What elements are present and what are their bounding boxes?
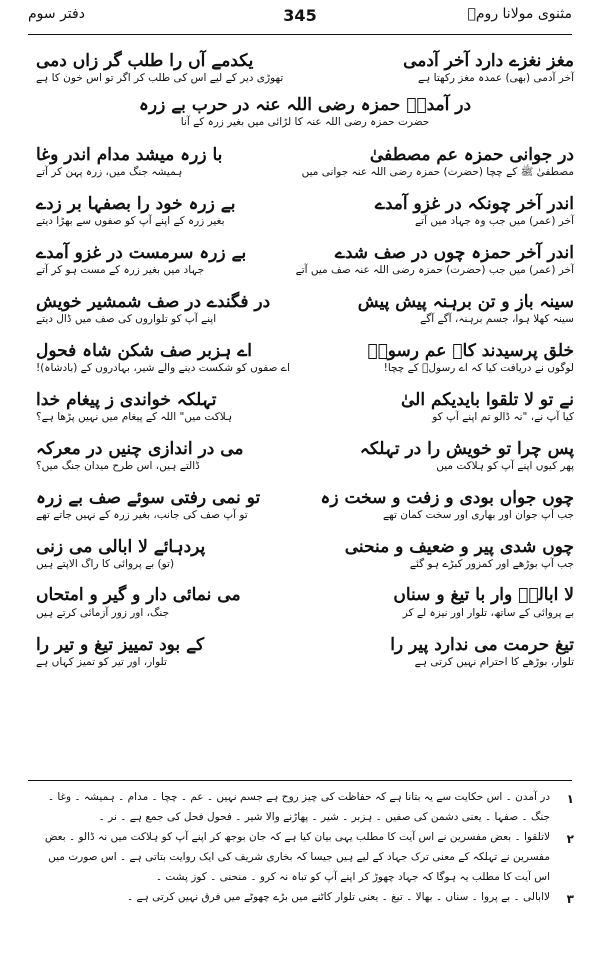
footnote-number: ۱ xyxy=(566,792,574,806)
hemistich-left: پردہائے لا ابالی می زنی xyxy=(36,537,206,557)
book-title: مثنوی مولانا رومؒ xyxy=(467,6,572,22)
hemistich-right: آخر آدمی (بھی) عمدہ مغز رکھتا ہے xyxy=(418,72,574,84)
verse-line xyxy=(36,585,574,605)
hemistich-left: با زرہ میشد مدام اندر وغا xyxy=(36,145,223,165)
translation-line xyxy=(36,166,574,181)
hemistich-right: آخر (عمر) میں جب وہ جہاد میں آتے xyxy=(415,215,574,227)
translation-line xyxy=(36,215,574,227)
footnote-text: لاتلقوا ۔ بعض مفسرین نے اس آیت کا مطلب یہی بیان کیا ہے کہ جان بوجھ کر اپنے آپ کو ہلاکت میں نہ ڈالو ۔ بعض مفسرین نے تہلکہ کے معنی ترک جہاد کے لیے ہیں جیسا کہ بخاری شریف کی ایک روایت بتاتی ہے ۔ اس صورت میں اس آیت کا مطلب یہ ہوگا کہ جہاد چھوڑ کر اپنے آپ کو تباہ نہ کرو ۔ منحنی ۔ کوز پشت ۔ xyxy=(44,830,550,883)
hemistich-left: تو آپ صف کی جانب، بغیر زرہ کے نہیں جاتے تھے xyxy=(36,509,248,521)
hemistich-right: سینہ باز و تن برہنہ پیش پیش xyxy=(357,292,574,312)
translation-line xyxy=(36,72,574,84)
translation-line xyxy=(36,607,574,619)
hemistich-right: چوں جواں بودی و زفت و سخت زہ xyxy=(320,488,574,508)
footnote xyxy=(30,888,574,908)
verse-line xyxy=(36,242,574,263)
hemistich-right: تیغ حرمت می ندارد پیر را xyxy=(390,635,574,655)
footnote-number: ۲ xyxy=(566,831,574,846)
hemistich-left: می نمائی دار و گیر و امتحاں xyxy=(36,585,241,605)
verse-line xyxy=(36,94,574,115)
translation-line xyxy=(36,509,574,521)
hemistich-left: ہمیشہ جنگ میں، زرہ پہن کر آتے xyxy=(36,166,183,178)
verse-line xyxy=(36,340,574,361)
hemistich-right: مصطفیٰ ﷺ کے چچا (حضرت) حمزہ رضی اللہ عنہ جوانی میں xyxy=(301,166,574,178)
hemistich-left: بے زرہ سرمست در غزو آمدے xyxy=(36,243,247,263)
verse-line xyxy=(36,487,574,508)
hemistich-right: آخر (عمر) میں جب (حضرت) حمزہ رضی اللہ عنہ صف میں آتے xyxy=(295,264,574,276)
hemistich-left: کے بود تمییز تیغ و تیر را xyxy=(36,635,205,655)
verse-line xyxy=(36,389,574,410)
footnote xyxy=(30,788,574,828)
verse-line xyxy=(36,536,574,557)
hemistich-right: لوگوں نے دریافت کیا کہ اے رسولؐ کے چچا! xyxy=(383,362,574,374)
footnote-rule xyxy=(28,780,572,781)
hemistich-right: پس چرا تو خویش را در تہلکہ xyxy=(359,439,574,459)
translation-line xyxy=(36,313,574,325)
hemistich-right: کیا آپ نے، "نہ ڈالو تم اپنے آپ کو xyxy=(432,411,574,423)
hemistich-left: تو نمی رفتی سوئے صف بے زرہ xyxy=(36,488,261,508)
translation-line xyxy=(36,362,574,374)
heading-text: در آمدنؒ حمزہ رضی اللہ عنہ در حرب بے زرہ xyxy=(138,95,472,115)
footnote-text: لاابالی ۔ بے پروا ۔ سناں ۔ بھالا ۔ تیغ ۔ یعنی تلوار کاٹنے میں بڑے چھوٹے میں فرق نہیں کرتی ہے ۔ xyxy=(127,890,550,903)
hemistich-right: خلق پرسیدند کاے عم رسولؐ xyxy=(367,341,574,361)
footnotes xyxy=(30,788,574,908)
hemistich-right: جب آپ بوڑھے اور کمزور کبڑے ہو گئے xyxy=(409,558,574,570)
hemistich-left: در فگندے در صف شمشیر خویش xyxy=(36,292,271,312)
volume-label: دفتر سوم xyxy=(28,6,85,22)
hemistich-left: اے ہزبر صف شکن شاہ فحول xyxy=(36,341,252,361)
translation-line xyxy=(36,656,574,668)
hemistich-right: اندر آخر چونکہ در غزو آمدے xyxy=(374,194,574,214)
hemistich-left: ڈالتے ہیں، اس طرح میدان جنگ میں؟ xyxy=(36,460,200,472)
heading-text: حضرت حمزہ رضی اللہ عنہ کا لڑائی میں بغیر زرہ کے آنا xyxy=(180,116,430,128)
hemistich-left: تہلکہ خواندی ز پیغام خدا xyxy=(36,390,217,410)
translation-line xyxy=(36,558,574,570)
hemistich-right: اندر آخر حمزہ چوں در صف شدے xyxy=(334,243,574,263)
footnote xyxy=(30,828,574,888)
hemistich-left: ہلاکت میں" اللہ کے پیغام میں نہیں پڑھا ہے؟ xyxy=(36,411,233,423)
verse-line xyxy=(36,193,574,214)
verse-line xyxy=(36,50,574,71)
translation-line xyxy=(36,411,574,423)
hemistich-left: بغیر زرہ کے اپنے آپ کو صفوں سے بھڑا دیتے xyxy=(36,215,225,227)
translation-line xyxy=(36,460,574,472)
verse-line xyxy=(36,291,574,312)
hemistich-left: بے زرہ خود را بصفہا بر زدے xyxy=(36,194,236,214)
translation-line xyxy=(36,116,574,128)
page-number: 345 xyxy=(283,6,317,25)
hemistich-right: پھر کیوں اپنے آپ کو ہلاکت میں xyxy=(436,460,574,472)
hemistich-left: تلوار، اور تیر کو تمیز کہاں ہے xyxy=(36,656,167,668)
hemistich-right: چوں شدی پیر و ضعیف و منحنی xyxy=(344,537,574,557)
hemistich-left: جہاد میں بغیر زرہ کے مست ہو کر آتے xyxy=(36,264,205,276)
hemistich-right: جب آپ جوان اور بھاری اور سخت کمان تھے xyxy=(383,509,574,521)
translation-line xyxy=(36,264,574,276)
footnote-number: ۳ xyxy=(566,891,574,906)
hemistich-right: سینہ کھلا ہوا، جسم برہنہ، آگے آگے xyxy=(420,313,574,325)
page-header xyxy=(28,6,572,28)
header-rule xyxy=(28,34,572,35)
hemistich-right: در جوانی حمزہ عم مصطفیٰ xyxy=(369,145,574,165)
hemistich-right: بے پروائی کے ساتھ، تلوار اور نیزہ لے کر xyxy=(402,607,574,619)
hemistich-left: (تو) بے پروائی کا راگ الاپتے ہیں xyxy=(36,558,175,570)
hemistich-right: لا ابالیؒ وار با تیغ و سناں xyxy=(393,585,574,605)
verse-body xyxy=(36,50,574,772)
hemistich-left: اے صفوں کو شکست دینے والے شیر، بہادروں کے (بادشاہ)! xyxy=(36,362,290,374)
hemistich-right: مغز نغزے دارد آخر آدمی xyxy=(403,51,574,71)
hemistich-left: یکدمے آں را طلب گر زاں دمی xyxy=(36,51,254,71)
hemistich-right: تلوار، بوڑھے کا احترام نہیں کرتی ہے xyxy=(414,656,574,668)
verse-line xyxy=(36,144,574,165)
verse-line xyxy=(36,438,574,459)
verse-line xyxy=(36,634,574,655)
hemistich-right: نے تو لا تلقوا بایدیکم الیٰ xyxy=(400,390,574,410)
hemistich-left: جنگ، اور زور آزمائی کرتے ہیں xyxy=(36,607,170,619)
footnote-text: در آمدن ۔ اس حکایت سے یہ بتانا ہے کہ حفاظت کی چیز روح ہے جسم نہیں ۔ عم ۔ چچا ۔ مدام ۔ ہمیشہ ۔ وغا ۔ جنگ ۔ صفہا ۔ یعنی دشمن کی صفیں ۔ ہزبر ۔ شیر ۔ پھاڑنے والا شیر ۔ فحول فحل کی جمع ہے ۔ نر ۔ xyxy=(47,791,550,823)
hemistich-left: اپنے آپ کو تلواروں کی صف میں ڈال دیتے xyxy=(36,313,217,325)
hemistich-left: تھوڑی دیر کے لیے اس کی طلب کر اگر تو اس خون کا ہے xyxy=(36,72,284,84)
hemistich-left: می در اندازی چنیں در معرکہ xyxy=(36,439,244,459)
